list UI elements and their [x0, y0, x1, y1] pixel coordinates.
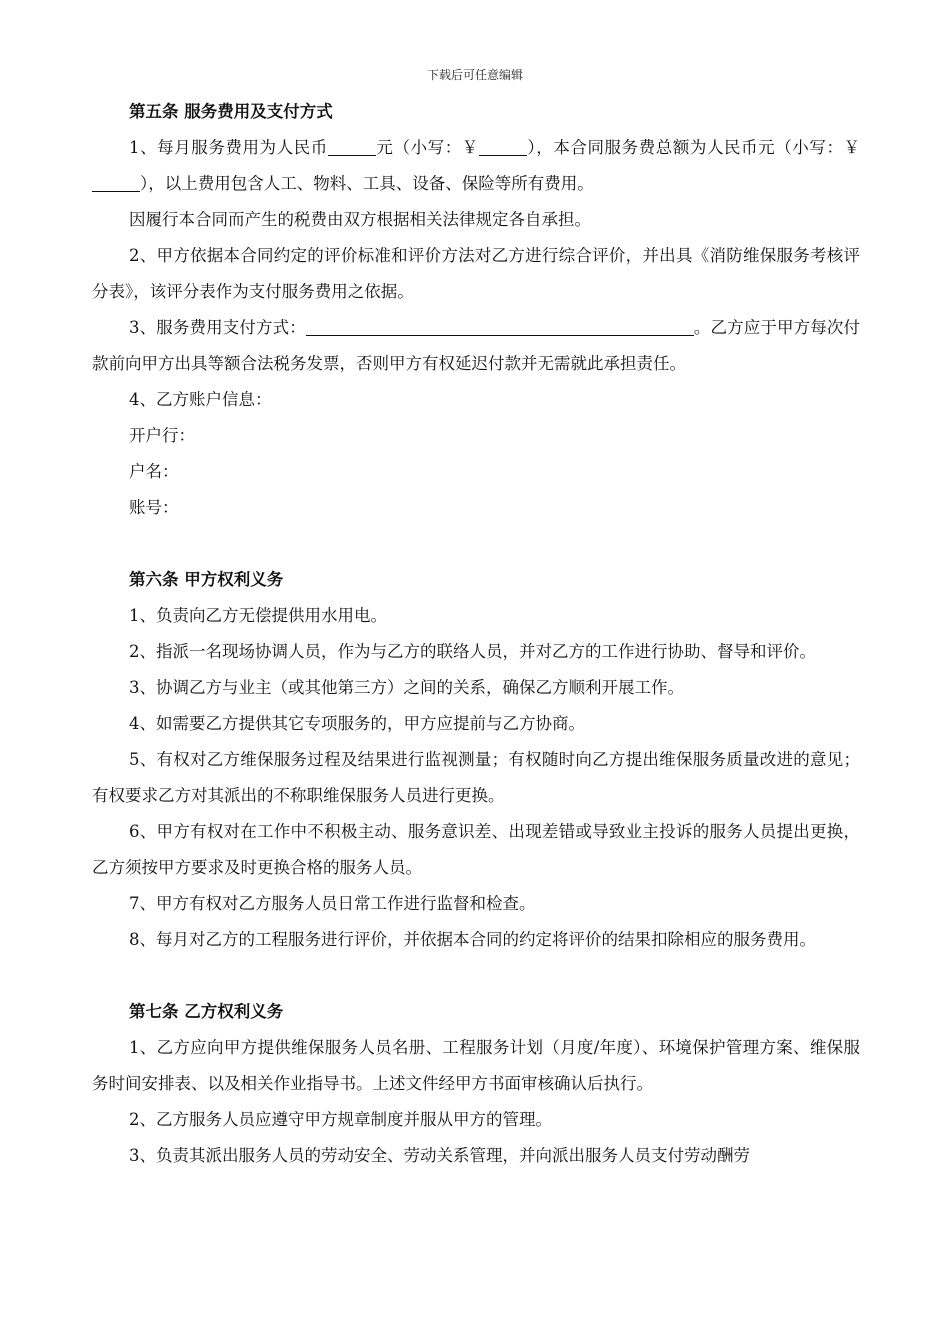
section-6-title: 第六条 甲方权利义务: [129, 570, 284, 589]
account-info-label: 4、乙方账户信息：: [129, 390, 272, 409]
account-name-label: 户名：: [129, 462, 179, 481]
section-6-item: 4、如需要乙方提供其它专项服务的，甲方应提前与乙方协商。: [129, 714, 585, 733]
section-6-item: 8、每月对乙方的工程服务进行评价，并依据本合同的约定将评价的结果扣除相应的服务费用。: [129, 930, 816, 949]
monthly-fee-blank: [328, 137, 376, 156]
section-7-title: 第七条 乙方权利义务: [129, 1002, 284, 1021]
monthly-fee-small-blank: [479, 137, 527, 156]
payment-text-2: 。乙方应于甲方每次付款前向甲方出具等额合法税务发票，否则甲方有权延迟付款并无需就此承担责任。: [92, 318, 861, 373]
section-6-item: 2、指派一名现场协调人员，作为与乙方的联络人员，并对乙方的工作进行协助、督导和评价。: [129, 642, 816, 661]
bank-label: 开户行：: [129, 426, 195, 445]
section-5-title: 第五条 服务费用及支付方式: [129, 102, 333, 121]
document-body: [92, 94, 860, 1174]
fee-text-4: ），以上费用包含人工、物料、工具、设备、保险等所有费用。: [140, 174, 594, 193]
section-7-item: 3、负责其派出服务人员的劳动安全、劳动关系管理，并向派出服务人员支付劳动酬劳: [129, 1146, 750, 1165]
section-7-item: 2、乙方服务人员应遵守甲方规章制度并服从甲方的管理。: [129, 1110, 552, 1129]
section-7-item: 1、乙方应向甲方提供维保服务人员名册、工程服务计划（月度/年度）、环境保护管理方案、维保服务时间安排表、以及相关作业指导书。上述文件经甲方书面审核确认后执行。: [92, 1038, 860, 1093]
fee-text-1: 1、每月服务费用为人民币: [129, 138, 328, 157]
section-5-tax-paragraph: 因履行本合同而产生的税费由双方根据相关法律规定各自承担。: [129, 210, 591, 229]
section-6-item: 7、甲方有权对乙方服务人员日常工作进行监督和检查。: [129, 894, 536, 913]
section-gap: [92, 526, 860, 562]
fee-text-3: ），本合同服务费总额为人民币元（小写：￥: [526, 138, 861, 157]
payment-text-1: 3、服务费用支付方式：: [129, 318, 306, 337]
total-fee-small-blank: [92, 173, 140, 192]
section-gap: [92, 958, 860, 994]
section-5-fee-paragraph: [92, 130, 860, 202]
account-number-label: 账号：: [129, 498, 179, 517]
section-6-item: 1、负责向乙方无偿提供用水用电。: [129, 606, 387, 625]
section-6-item: 3、协调乙方与业主（或其他第三方）之间的关系，确保乙方顺利开展工作。: [129, 678, 684, 697]
page-header: 下载后可任意编辑: [426, 68, 523, 82]
section-5-payment-paragraph: [92, 310, 860, 382]
section-6-item: 6、甲方有权对在工作中不积极主动、服务意识差、出现差错或导致业主投诉的服务人员提出更换，乙方须按甲方要求及时更换合格的服务人员。: [92, 822, 860, 877]
section-6-item: 5、有权对乙方维保服务过程及结果进行监视测量；有权随时向乙方提出维保服务质量改进的意见；有权要求乙方对其派出的不称职维保服务人员进行更换。: [92, 750, 860, 805]
payment-method-blank: [306, 317, 694, 336]
fee-text-2: 元（小写：￥: [375, 138, 479, 157]
section-5-evaluation-paragraph: 2、甲方依据本合同约定的评价标准和评价方法对乙方进行综合评价，并出具《消防维保服务考核评分表》，该评分表作为支付服务费用之依据。: [92, 246, 860, 301]
